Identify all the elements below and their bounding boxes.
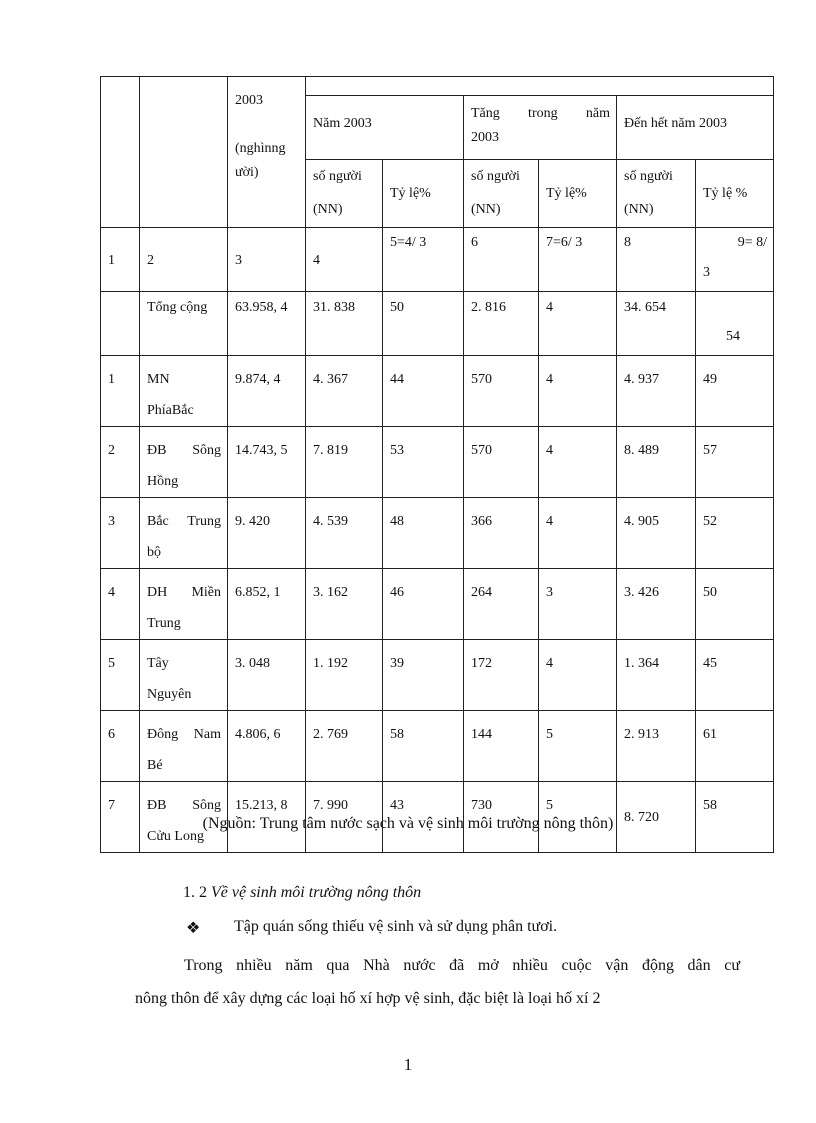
index-cell: 3	[228, 228, 306, 292]
index-cell: 1	[101, 228, 140, 292]
row-rate-end: 49	[696, 356, 774, 427]
header-group-increase-line2: 2003	[471, 130, 499, 145]
header-group-increase-line1: Tăng trong năm	[471, 106, 610, 121]
table-row	[101, 640, 774, 711]
total-people-2003: 31. 838	[306, 292, 383, 356]
total-rate-increase: 4	[539, 292, 617, 356]
total-rate-end: 54	[696, 292, 774, 356]
row-region: ĐB Sông Hồng	[140, 427, 228, 498]
index-cell: 6	[464, 228, 539, 292]
row-no: 1	[101, 356, 140, 427]
row-population: 3. 048	[228, 640, 306, 711]
table-row	[101, 427, 774, 498]
row-people-2003: 4. 367	[306, 356, 383, 427]
row-region: Bắc Trung bộ	[140, 498, 228, 569]
row-rate-increase: 5	[539, 782, 617, 853]
total-people-end: 34. 654	[617, 292, 696, 356]
row-region: DH Miền Trung	[140, 569, 228, 640]
table-row	[101, 498, 774, 569]
row-rate-increase: 4	[539, 640, 617, 711]
header-people-3: số người (NN)	[617, 160, 696, 228]
index-cell: 5=4/ 3	[383, 228, 464, 292]
row-people-2003: 4. 539	[306, 498, 383, 569]
row-population: 9.874, 4	[228, 356, 306, 427]
header-group-end: Đến hết năm 2003	[617, 96, 774, 160]
index-row	[101, 228, 774, 292]
row-people-2003: 3. 162	[306, 569, 383, 640]
row-region: Tây Nguyên	[140, 640, 228, 711]
row-people-increase: 264	[464, 569, 539, 640]
row-population: 14.743, 5	[228, 427, 306, 498]
row-people-2003: 7. 990	[306, 782, 383, 853]
water-coverage-table	[100, 76, 774, 853]
index-cell: 4	[306, 228, 383, 292]
row-no: 3	[101, 498, 140, 569]
row-people-end: 8. 720	[617, 782, 696, 853]
header-people-2: số người (NN)	[464, 160, 539, 228]
index-cell-last	[696, 228, 774, 292]
row-no: 7	[101, 782, 140, 853]
row-rate-increase: 3	[539, 569, 617, 640]
row-rate-2003: 39	[383, 640, 464, 711]
row-rate-increase: 5	[539, 711, 617, 782]
row-population: 15.213, 8	[228, 782, 306, 853]
row-people-increase: 570	[464, 427, 539, 498]
index-cell: 7=6/ 3	[539, 228, 617, 292]
row-people-end: 4. 905	[617, 498, 696, 569]
page-number: 1	[403, 1055, 413, 1074]
row-region: MN PhíaBắc	[140, 356, 228, 427]
header-population	[228, 77, 306, 228]
section-heading	[183, 884, 421, 902]
diamond-bullet-icon: ❖	[186, 920, 201, 937]
row-people-increase: 570	[464, 356, 539, 427]
row-rate-end: 45	[696, 640, 774, 711]
bullet-text: Tập quán sống thiếu vệ sinh và sử dụng phân tươi.	[234, 918, 558, 935]
header-col-region	[140, 77, 228, 228]
row-people-end: 1. 364	[617, 640, 696, 711]
row-rate-increase: 4	[539, 498, 617, 569]
section-title: Về vệ sinh môi trường nông thôn	[211, 884, 422, 901]
row-rate-2003: 43	[383, 782, 464, 853]
row-people-end: 4. 937	[617, 356, 696, 427]
row-people-2003: 2. 769	[306, 711, 383, 782]
row-people-increase: 172	[464, 640, 539, 711]
row-rate-2003: 48	[383, 498, 464, 569]
index-cell: 2	[140, 228, 228, 292]
row-people-end: 2. 913	[617, 711, 696, 782]
header-population-unit-2: ười)	[235, 165, 259, 180]
table-row	[101, 711, 774, 782]
section-number: 1. 2	[183, 884, 207, 901]
header-population-year: 2003	[235, 93, 263, 108]
header-rate-1: Tỷ lệ%	[383, 160, 464, 228]
row-rate-end: 57	[696, 427, 774, 498]
row-people-end: 3. 426	[617, 569, 696, 640]
header-people-1: số người (NN)	[306, 160, 383, 228]
row-rate-2003: 46	[383, 569, 464, 640]
row-region: ĐB Sông Cửu Long	[140, 782, 228, 853]
row-no: 5	[101, 640, 140, 711]
row-population: 9. 420	[228, 498, 306, 569]
row-no: 4	[101, 569, 140, 640]
row-rate-end: 58	[696, 782, 774, 853]
row-rate-increase: 4	[539, 356, 617, 427]
total-label: Tổng cộng	[140, 292, 228, 356]
source-note: (Nguồn: Trung tâm nước sạch và vệ sinh môi trường nông thôn)	[202, 815, 614, 832]
header-top-span	[306, 77, 774, 96]
row-rate-2003: 53	[383, 427, 464, 498]
paragraph-line-2: nông thôn để xây dựng các loại hố xí hợp vệ sinh, đặc biệt là loại hố xí 2	[135, 990, 601, 1007]
paragraph-line-1: Trong nhiều năm qua Nhà nước đã mở nhiều cuộc vận động dân cư	[184, 957, 740, 974]
total-rate-2003: 50	[383, 292, 464, 356]
row-people-2003: 1. 192	[306, 640, 383, 711]
row-people-end: 8. 489	[617, 427, 696, 498]
total-people-increase: 2. 816	[464, 292, 539, 356]
index-cell-last-line2: 3	[703, 265, 710, 280]
row-no: 2	[101, 427, 140, 498]
row-population: 4.806, 6	[228, 711, 306, 782]
total-row	[101, 292, 774, 356]
row-rate-increase: 4	[539, 427, 617, 498]
header-group-increase	[464, 96, 617, 160]
header-group-year-2003: Năm 2003	[306, 96, 464, 160]
row-rate-2003: 58	[383, 711, 464, 782]
row-rate-end: 50	[696, 569, 774, 640]
row-people-increase: 366	[464, 498, 539, 569]
total-no	[101, 292, 140, 356]
table-row	[101, 569, 774, 640]
header-population-unit-1: (nghìnng	[235, 141, 286, 156]
row-population: 6.852, 1	[228, 569, 306, 640]
header-rate-3: Tỷ lệ %	[696, 160, 774, 228]
row-rate-2003: 44	[383, 356, 464, 427]
table-row	[101, 356, 774, 427]
row-people-increase: 730	[464, 782, 539, 853]
row-people-increase: 144	[464, 711, 539, 782]
header-col-no	[101, 77, 140, 228]
row-no: 6	[101, 711, 140, 782]
total-population: 63.958, 4	[228, 292, 306, 356]
row-rate-end: 52	[696, 498, 774, 569]
row-people-2003: 7. 819	[306, 427, 383, 498]
row-rate-end: 61	[696, 711, 774, 782]
index-cell-last-line1: 9= 8/	[737, 235, 768, 250]
index-cell: 8	[617, 228, 696, 292]
row-region: Đông Nam Bé	[140, 711, 228, 782]
header-rate-2: Tỷ lệ%	[539, 160, 617, 228]
